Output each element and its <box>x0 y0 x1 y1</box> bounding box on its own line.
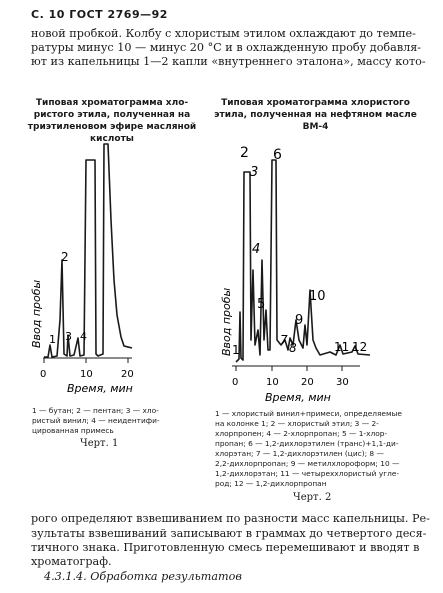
outro-line: рого определяют взвешиванием по разности масс капельницы. Ре- <box>31 512 430 525</box>
figure2-peak-label: 11 <box>334 340 350 354</box>
figure2-label: Черт. 2 <box>293 492 332 503</box>
outro-line: тичного знака. Приготовленную смесь перемешивают и вводят в <box>31 541 420 554</box>
figure1-legend: 1 — бутан; 2 — пентан; 3 — хло- ристый винил; 4 — неидентифи- цированная примесь <box>32 406 160 435</box>
intro-line: новой пробкой. Колбу с хлористым этилом охлаждают до темпе- <box>31 27 416 40</box>
figure2-tick-label: 20 <box>301 377 314 388</box>
figure2-peak-label: 4 <box>252 242 261 257</box>
figure1-tick-label: 20 <box>121 369 134 380</box>
figure2-peak-label: 12 <box>352 340 368 354</box>
figure2-x-label: Время, мин <box>265 391 331 404</box>
figure2-peak-label: 2 <box>240 145 249 161</box>
outro-line: зультаты взвешиваний записывают в граммах до четвертого деся- <box>31 527 427 540</box>
figure1-trace <box>44 144 132 357</box>
figure1-peak-label: 4 <box>80 330 87 343</box>
figure1-tick-label: 0 <box>40 369 47 380</box>
figure2-caption: Типовая хроматограмма хлористого этила, полученная на нефтяном масле ВМ-4 <box>214 98 417 132</box>
figure2-peak-label: 7 <box>280 333 288 347</box>
figure2-peak-label: 8 <box>289 341 297 355</box>
figure2-peak-label: 9 <box>295 313 304 328</box>
figure1-y-label: Ввод пробы <box>30 279 43 348</box>
intro-line: ют из капельницы 1—2 капли «внутреннего эталона», массу кото- <box>31 55 426 68</box>
outro-line: хроматограф. <box>31 555 112 568</box>
figure2-peak-label: 5 <box>257 297 266 312</box>
figure2-peak-label: 1 <box>232 343 240 357</box>
figure2-y-label: Ввод пробы <box>220 287 233 356</box>
figure1-peak-label: 1 <box>49 333 56 346</box>
page-header: С. 10 ГОСТ 2769—92 <box>31 8 168 21</box>
figure2-tick-label: 30 <box>336 377 349 388</box>
figure2-trace <box>236 160 370 362</box>
figure1-x-label: Время, мин <box>67 382 133 395</box>
figure2-tick-label: 0 <box>232 377 239 388</box>
figure2-legend: 1 — хлористый винил+примеси, определяемые на колонке 1; 2 — хлористый этил; 3 — 2- хлорпропен; 4 — 2-хлорпропан; 5 — 1-хлор- пропан; 6 — 1,2-дихлорэтилен (транс)+1,1-ди- хлорэтан; 7 — 1,2-дихлорэтилен (цис); 8 — 2,2-дихлорпропан; 9 — метилхлороформ; 10 — 1,2-дихлорэтан; 11 — четыреххлористый угле- род; 12 — 1,2-дихлорпропан <box>215 409 402 488</box>
figure1-caption: Типовая хроматограмма хло- ристого этила, полученная на триэтиленовом эфире масляной кислоты <box>27 98 197 144</box>
chromatograms <box>0 140 443 410</box>
figure1-peak-label: 3 <box>65 330 72 343</box>
figure2-peak-label: 3 <box>250 165 259 180</box>
figure1-tick-label: 10 <box>80 369 93 380</box>
figure1-peak-label: 2 <box>61 250 69 264</box>
intro-line: ратуры минус 10 — минус 20 °С и в охлажденную пробу добавля- <box>31 41 422 54</box>
figure1-label: Черт. 1 <box>80 438 119 449</box>
figure2-peak-label: 6 <box>273 147 282 163</box>
figure2-tick-label: 10 <box>266 377 279 388</box>
section-heading: 4.3.1.4. Обработка результатов <box>44 570 242 583</box>
figure2-peak-label: 10 <box>309 289 326 304</box>
